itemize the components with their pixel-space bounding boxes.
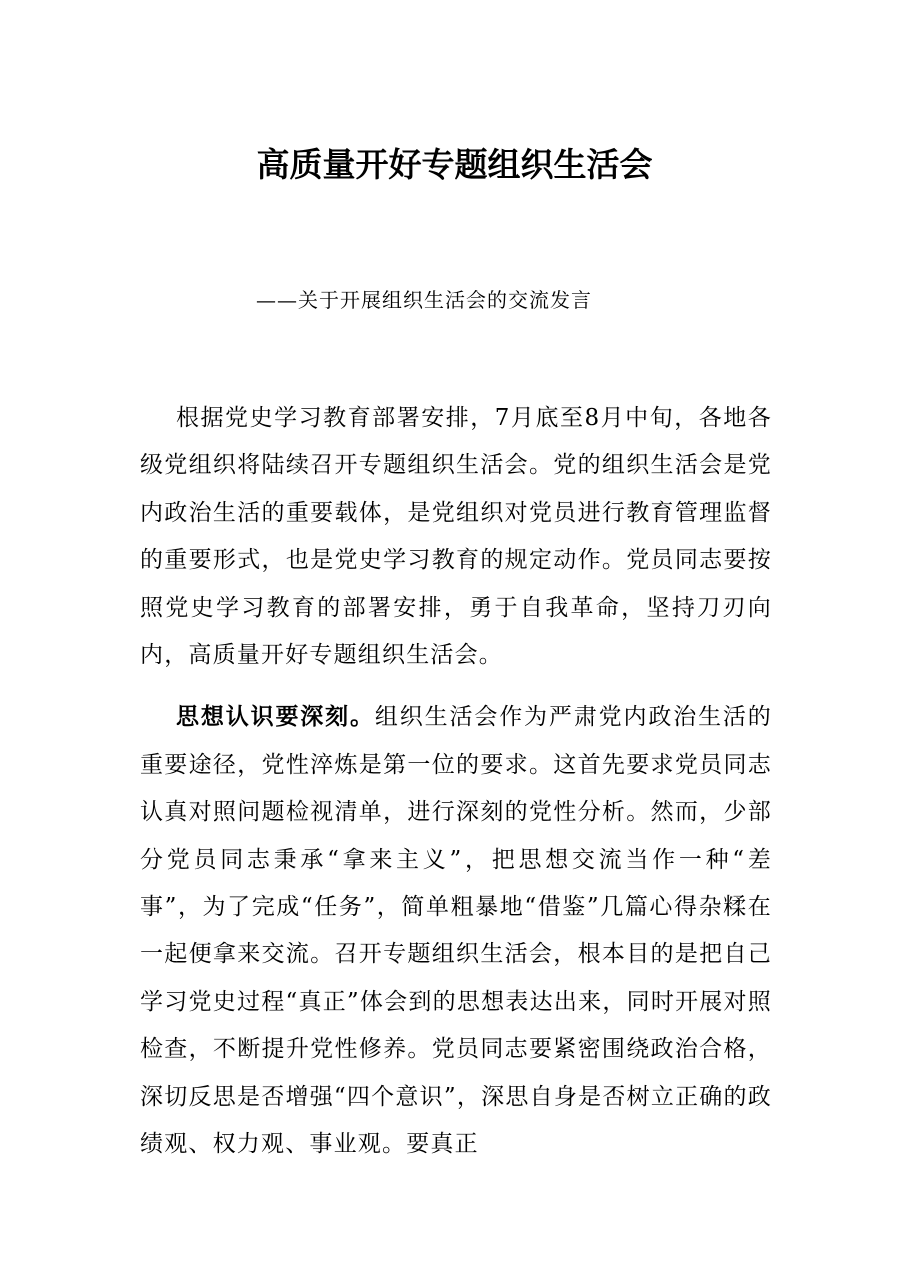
paragraph-thought — [140, 693, 772, 1168]
document-subtitle: ——关于开展组织生活会的交流发言 — [256, 288, 592, 312]
paragraph-text: 根据党史学习教育部署安排，7月底至8月中旬，各地各级党组织将陆续召开专题组织生活会。党的组织生活会是党内政治生活的重要载体，是党组织对党员进行教育管理监督的重要形式，也是党史学习教育的规定动作。党员同志要按照党史学习教育的部署安排，勇于自我革命，坚持刀刃向内，高质量开好专题组织生活会。 — [140, 405, 772, 669]
paragraph-lead-heading: 思想认识要深刻。 — [176, 703, 375, 731]
document-body — [140, 395, 772, 1169]
document-title: 高质量开好专题组织生活会 — [256, 145, 653, 184]
paragraph-text: 组织生活会作为严肃党内政治生活的重要途径，党性淬炼是第一位的要求。这首先要求党员同志认真对照问题检视清单，进行深刻的党性分析。然而，少部分党员同志秉承“拿来主义”，把思想交流当作一种“差事”，为了完成“任务”，简单粗暴地“借鉴”几篇心得杂糅在一起便拿来交流。召开专题组织生活会，根本目的是把自己学习党史过程“真正”体会到的思想表达出来，同时开展对照检查，不断提升党性修养。党员同志要紧密围绕政治合格，深切反思是否增强“四个意识”，深思自身是否树立正确的政绩观、权力观、事业观。要真正 — [140, 704, 772, 1158]
paragraph-intro — [140, 395, 772, 679]
